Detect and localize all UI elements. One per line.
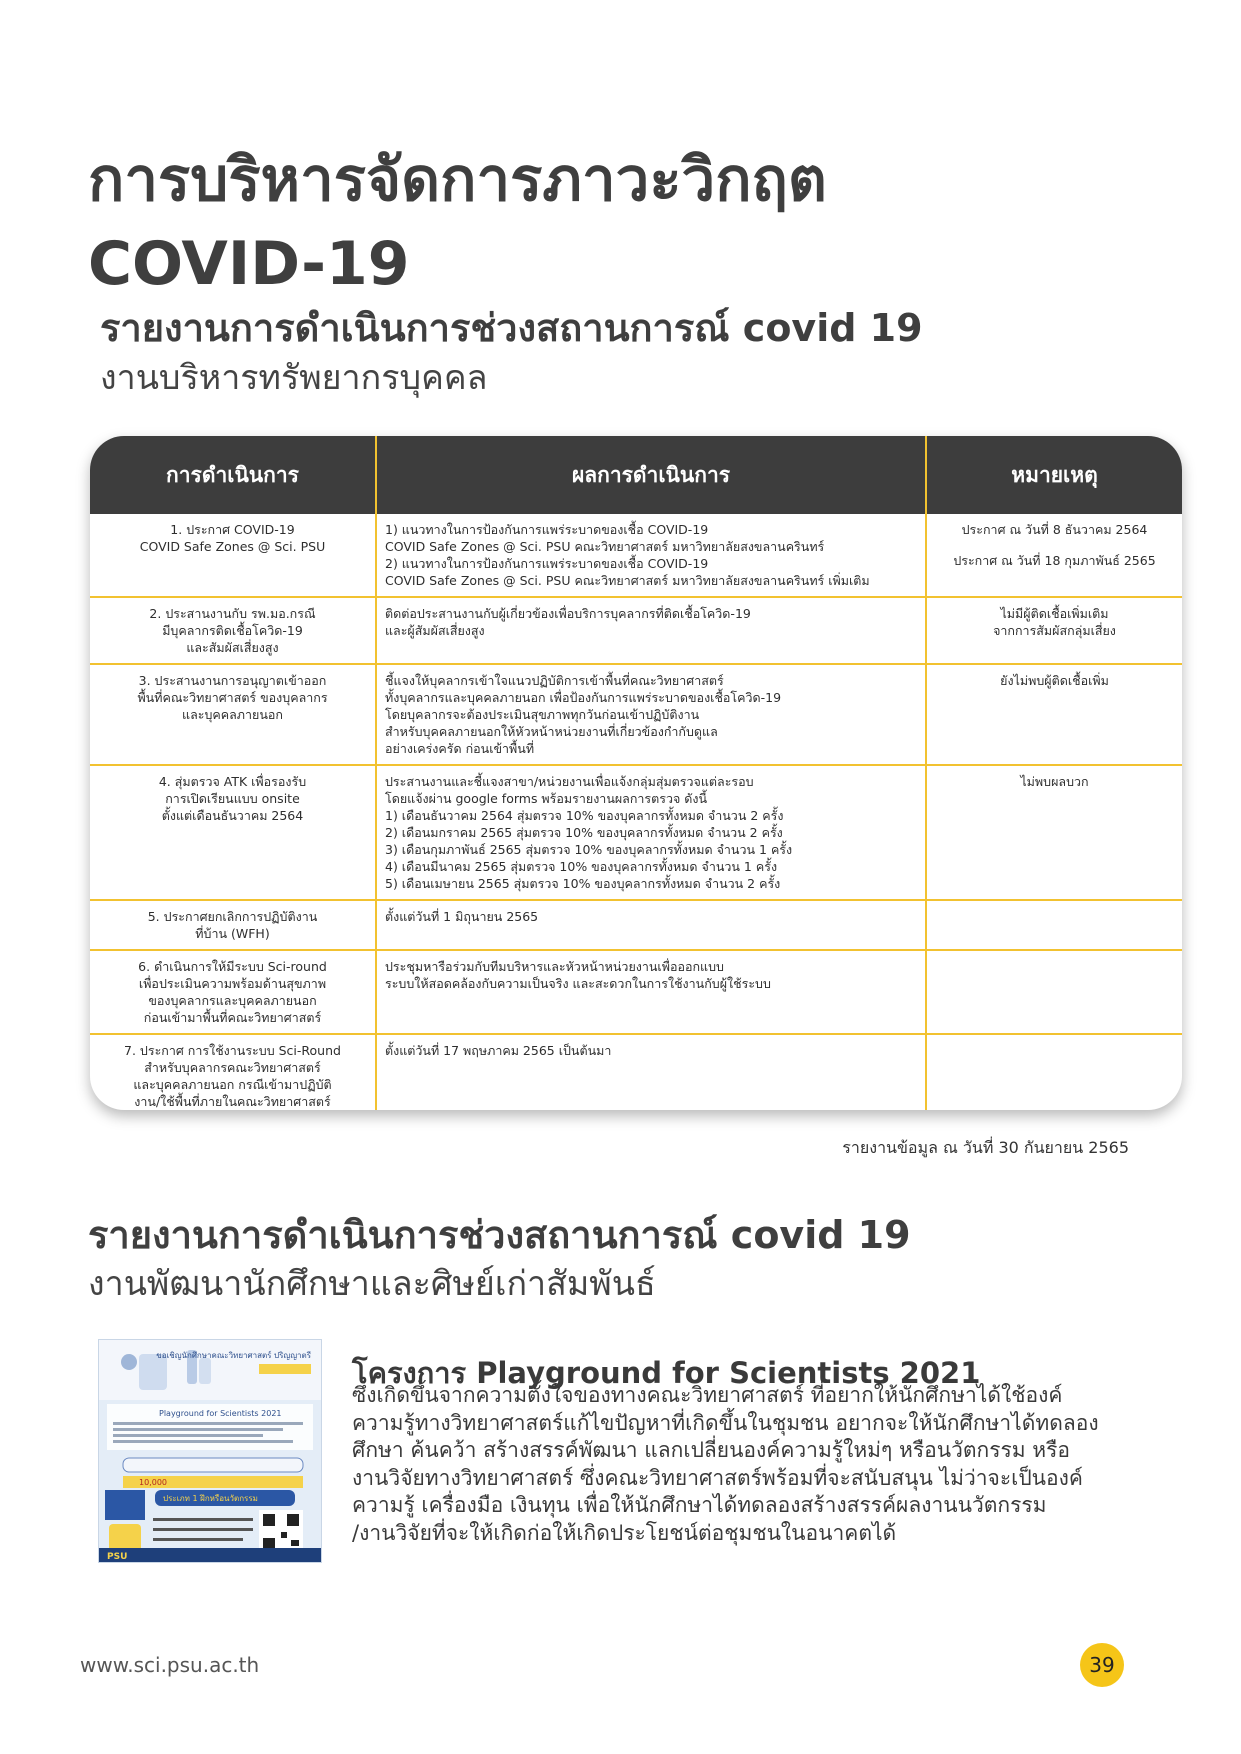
table-row: [90, 900, 1182, 950]
note-cell-line: ประกาศ ณ วันที่ 8 ธันวาคม 2564: [961, 522, 1148, 537]
result-cell-line: อย่างเคร่งครัด ก่อนเข้าพื้นที่: [385, 741, 535, 756]
action-cell-line: 3. ประสานงานการอนุญาตเข้าออก: [138, 673, 327, 688]
section2-subheading: งานพัฒนานักศึกษาและศิษย์เก่าสัมพันธ์: [88, 1264, 656, 1304]
action-cell: [90, 514, 376, 597]
column-header-result: ผลการดำเนินการ: [376, 436, 926, 514]
table-row: [90, 950, 1182, 1034]
action-cell-line: พื้นที่คณะวิทยาศาสตร์ ของบุคลากร: [137, 690, 328, 705]
operations-table-card: [90, 436, 1182, 1110]
project-description-line: งานวิจัยทางวิทยาศาสตร์ ซึ่งคณะวิทยาศาสตร์พร้อมที่จะสนับสนุน ไม่ว่าจะเป็นองค์: [352, 1465, 1083, 1490]
project-description-line: ศึกษา ค้นคว้า สร้างสรรค์พัฒนา แลกเปลี่ยนองค์ความรู้ใหม่ๆ หรือนวัตกรรม หรือ: [352, 1438, 1071, 1462]
page-title-line2: COVID-19: [88, 229, 410, 299]
note-cell: [926, 765, 1182, 900]
report-date: รายงานข้อมูล ณ วันที่ 30 กันยายน 2565: [842, 1138, 1129, 1157]
action-cell: [90, 900, 376, 950]
result-cell-line: 5) เดือนเมษายน 2565 สุ่มตรวจ 10% ของบุคลากรทั้งหมด จำนวน 2 ครั้ง: [385, 876, 781, 891]
action-cell-line: ของบุคลากรและบุคคลภายนอก: [148, 993, 317, 1008]
operations-table: [90, 436, 1182, 1110]
result-cell-line: ประชุมหารือร่วมกับทีมบริหารและหัวหน้าหน่วยงานเพื่อออกแบบ: [385, 959, 724, 974]
note-cell: [926, 900, 1182, 950]
action-cell-line: 2. ประสานงานกับ รพ.มอ.กรณี: [149, 606, 316, 621]
result-cell-line: ประสานงานและชี้แจงสาขา/หน่วยงานเพื่อแจ้งกลุ่มสุ่มตรวจแต่ละรอบ: [385, 774, 754, 789]
result-cell: [376, 597, 926, 664]
footer-website-link[interactable]: www.sci.psu.ac.th: [80, 1653, 260, 1677]
note-cell: [926, 597, 1182, 664]
section1-heading: รายงานการดำเนินการช่วงสถานการณ์ covid 19: [100, 306, 923, 350]
result-cell-line: COVID Safe Zones @ Sci. PSU คณะวิทยาศาสตร์ มหาวิทยาลัยสงขลานครินทร์ เพิ่มเติม: [385, 573, 870, 588]
result-cell-line: 1) เดือนธันวาคม 2564 สุ่มตรวจ 10% ของบุคลากรทั้งหมด จำนวน 2 ครั้ง: [385, 808, 784, 823]
project-title: โครงการ Playground for Scientists 2021: [352, 1356, 981, 1390]
project-poster-image: [98, 1339, 322, 1563]
poster-subheading: Playground for Scientists 2021: [159, 1409, 282, 1418]
page-number-badge: 39: [1080, 1643, 1124, 1687]
section1-subheading: งานบริหารทรัพยากรบุคคล: [100, 358, 488, 398]
action-cell-line: งาน/ใช้พื้นที่ภายในคณะวิทยาศาสตร์: [134, 1094, 331, 1109]
action-cell-line: และบุคคลภายนอก กรณีเข้ามาปฏิบัติ: [133, 1077, 332, 1092]
note-cell-line: ยังไม่พบผู้ติดเชื้อเพิ่ม: [1000, 673, 1109, 688]
note-cell-line: ไม่มีผู้ติดเชื้อเพิ่มเติม: [1000, 606, 1109, 621]
project-description-line: ความรู้ เครื่องมือ เงินทุน เพื่อให้นักศึกษาได้ทดลองสร้างสรรค์ผลงานนวัตกรรม: [352, 1493, 1047, 1517]
poster-category: ประเภท 1 ฝึกหรือนวัตกรรม: [163, 1494, 258, 1503]
action-cell-line: 5. ประกาศยกเลิกการปฏิบัติงาน: [147, 909, 318, 924]
page-title: [88, 138, 1188, 306]
result-cell: [376, 664, 926, 765]
note-cell-line: ไม่พบผลบวก: [1020, 774, 1089, 789]
result-cell-line: ระบบให้สอดคล้องกับความเป็นจริง และสะดวกในการใช้งานกับผู้ใช้ระบบ: [385, 976, 771, 991]
note-cell: [926, 1034, 1182, 1110]
action-cell-line: 6. ดำเนินการให้มีระบบ Sci-round: [138, 959, 327, 974]
action-cell: [90, 1034, 376, 1110]
action-cell-line: และบุคคลภายนอก: [182, 707, 283, 722]
action-cell-line: มีบุคลากรติดเชื้อโควิด-19: [162, 623, 303, 638]
action-cell-line: เพื่อประเมินความพร้อมด้านสุขภาพ: [138, 976, 327, 991]
table-row: [90, 1034, 1182, 1110]
note-cell-line: ประกาศ ณ วันที่ 18 กุมภาพันธ์ 2565: [953, 553, 1156, 568]
result-cell-line: ติดต่อประสานงานกับผู้เกี่ยวข้องเพื่อบริการบุคลากรที่ติดเชื้อโควิด-19: [385, 606, 751, 621]
poster-heading: ขอเชิญนักศึกษาคณะวิทยาศาสตร์ ปริญญาตรี: [156, 1351, 311, 1360]
note-cell-line: จากการสัมผัสกลุ่มเสี่ยง: [993, 623, 1116, 638]
result-cell-line: COVID Safe Zones @ Sci. PSU คณะวิทยาศาสตร์ มหาวิทยาลัยสงขลานครินทร์: [385, 539, 825, 554]
table-header-row: [90, 436, 1182, 514]
action-cell: [90, 597, 376, 664]
action-cell-line: ก่อนเข้ามาพื้นที่คณะวิทยาศาสตร์: [143, 1010, 322, 1025]
project-description-line: ความรู้ทางวิทยาศาสตร์แก้ไขปัญหาที่เกิดขึ้นในชุมชน อยากจะให้นักศึกษาได้ทดลอง: [352, 1410, 1099, 1435]
result-cell-line: 2) เดือนมกราคม 2565 สุ่มตรวจ 10% ของบุคลากรทั้งหมด จำนวน 2 ครั้ง: [385, 825, 783, 840]
result-cell-line: 2) แนวทางในการป้องกันการแพร่ระบาดของเชื้อ COVID-19: [385, 556, 709, 571]
result-cell: [376, 900, 926, 950]
action-cell-line: 1. ประกาศ COVID-19: [170, 522, 295, 537]
project-description: [352, 1382, 1182, 1547]
action-cell-line: COVID Safe Zones @ Sci. PSU: [139, 539, 326, 554]
result-cell-line: โดยแจ้งผ่าน google forms พร้อมรายงานผลการตรวจ ดังนี้: [385, 791, 708, 806]
action-cell: [90, 765, 376, 900]
section2-heading: รายงานการดำเนินการช่วงสถานการณ์ covid 19: [88, 1213, 911, 1257]
result-cell-line: ชี้แจงให้บุคลากรเข้าใจแนวปฏิบัติการเข้าพื้นที่คณะวิทยาศาสตร์: [385, 673, 724, 688]
action-cell-line: การเปิดเรียนแบบ onsite: [165, 791, 300, 806]
page-title-line1: การบริหารจัดการภาวะวิกฤต: [88, 145, 827, 215]
poster-logo: PSU: [107, 1552, 128, 1562]
result-cell-line: สำหรับบุคคลภายนอกให้หัวหน้าหน่วยงานที่เกี่ยวข้องกำกับดูแล: [385, 724, 718, 739]
result-cell-line: และผู้สัมผัสเสี่ยงสูง: [385, 623, 485, 638]
action-cell-line: ที่บ้าน (WFH): [195, 926, 270, 941]
result-cell: [376, 765, 926, 900]
result-cell-line: โดยบุคลากรจะต้องประเมินสุขภาพทุกวันก่อนเข้าปฏิบัติงาน: [385, 707, 700, 722]
action-cell-line: 7. ประกาศ การใช้งานระบบ Sci-Round: [124, 1043, 341, 1058]
poster-prize: 10,000: [139, 1478, 167, 1487]
column-header-note: หมายเหตุ: [926, 436, 1182, 514]
action-cell-line: ตั้งแต่เดือนธันวาคม 2564: [161, 808, 304, 823]
action-cell: [90, 950, 376, 1034]
column-header-action: การดำเนินการ: [90, 436, 376, 514]
table-row: [90, 597, 1182, 664]
note-cell: [926, 514, 1182, 597]
result-cell-line: ตั้งแต่วันที่ 17 พฤษภาคม 2565 เป็นต้นมา: [385, 1043, 612, 1058]
result-cell-line: ทั้งบุคลากรและบุคคลภายนอก เพื่อป้องกันการแพร่ระบาดของเชื้อโควิด-19: [385, 690, 782, 705]
result-cell: [376, 950, 926, 1034]
result-cell-line: 4) เดือนมีนาคม 2565 สุ่มตรวจ 10% ของบุคลากรทั้งหมด จำนวน 1 ครั้ง: [385, 859, 778, 874]
note-cell: [926, 664, 1182, 765]
table-row: [90, 514, 1182, 597]
note-cell: [926, 950, 1182, 1034]
table-row: [90, 664, 1182, 765]
action-cell-line: 4. สุ่มตรวจ ATK เพื่อรองรับ: [158, 774, 307, 789]
result-cell-line: 3) เดือนกุมภาพันธ์ 2565 สุ่มตรวจ 10% ของบุคลากรทั้งหมด จำนวน 1 ครั้ง: [385, 842, 793, 857]
table-row: [90, 765, 1182, 900]
result-cell-line: 1) แนวทางในการป้องกันการแพร่ระบาดของเชื้อ COVID-19: [385, 522, 709, 537]
result-cell: [376, 1034, 926, 1110]
action-cell-line: และสัมผัสเสี่ยงสูง: [186, 640, 279, 655]
result-cell-line: ตั้งแต่วันที่ 1 มิถุนายน 2565: [385, 909, 539, 924]
project-description-line: ซึ่งเกิดขึ้นจากความตั้งใจของทางคณะวิทยาศาสตร์ ที่อยากให้นักศึกษาได้ใช้องค์: [352, 1383, 1063, 1407]
note-spacer: [935, 538, 1174, 552]
action-cell: [90, 664, 376, 765]
project-description-line: /งานวิจัยที่จะให้เกิดก่อให้เกิดประโยชน์ต่อชุมชนในอนาคตได้: [352, 1520, 897, 1545]
poster-graphic: [99, 1340, 321, 1562]
result-cell: [376, 514, 926, 597]
action-cell-line: สำหรับบุคลากรคณะวิทยาศาสตร์: [144, 1060, 321, 1075]
